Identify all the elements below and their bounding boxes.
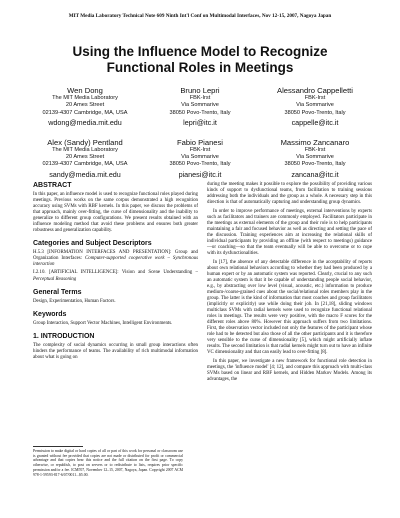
author-address: 20 Ames Street bbox=[65, 154, 105, 161]
author-city: 38050 Povo-Trento, Italy bbox=[284, 161, 346, 168]
author-affiliation: FBK-Irst bbox=[189, 146, 211, 153]
author-address: Via Sommarive bbox=[181, 154, 219, 161]
general-terms-heading: General Terms bbox=[33, 288, 82, 296]
author-city: 02139-4307 Cambridge, MA, USA bbox=[42, 161, 128, 168]
categories-heading: Categories and Subject Descriptors bbox=[33, 240, 152, 248]
introduction-heading: 1. INTRODUCTION bbox=[33, 332, 95, 340]
author-row-1 bbox=[30, 86, 370, 127]
author-address: Via Sommarive bbox=[296, 102, 334, 109]
category-detail: Computer-supported cooperative work – Synchronous interaction bbox=[33, 256, 198, 268]
author-entry bbox=[260, 138, 370, 179]
author-name: Bruno Lepri bbox=[180, 86, 220, 95]
right-column bbox=[207, 182, 372, 386]
author-name: Wen Dong bbox=[67, 86, 103, 95]
left-column bbox=[33, 182, 198, 363]
author-name: Massimo Zancanaro bbox=[280, 137, 350, 147]
category-code: I.2.10. bbox=[33, 270, 46, 276]
body-paragraph: during the meeting makes it possible to explore the possibility of providing various kinds of support to dysfunctional teams, from facilitation to training sessions addressing both the individuals and the group as a whole. A necessary step in this direction is that of automatically capturing and understanding group dynamics. bbox=[207, 182, 372, 206]
author-address: 20 Ames Street bbox=[65, 102, 105, 109]
abstract-heading: ABSTRACT bbox=[33, 182, 72, 189]
author-city: 38050 Povo-Trento, Italy bbox=[169, 161, 231, 168]
author-email: zancana@itc.it bbox=[291, 169, 339, 179]
author-email: lepri@itc.it bbox=[183, 117, 217, 127]
author-city: 38050 Povo-Trento, Italy bbox=[169, 109, 231, 116]
author-affiliation: FBK-Irst bbox=[304, 146, 326, 153]
author-entry bbox=[30, 138, 140, 179]
category-code: H.5.3 bbox=[33, 250, 44, 256]
author-affiliation: The MIT Media Laboratory bbox=[52, 146, 118, 153]
author-row-2 bbox=[30, 138, 370, 179]
category-text: [INFORMATION INTERFACES AND PRESENTATION]: Group and Organization Interfaces: bbox=[33, 250, 199, 262]
keywords-text: Group Interaction, Support Vector Machines, Intelligent Environments. bbox=[33, 320, 173, 326]
author-name: Fabio Pianesi bbox=[176, 137, 223, 147]
author-entry bbox=[260, 86, 370, 127]
author-affiliation: FBK-Irst bbox=[189, 95, 211, 101]
category-item bbox=[33, 270, 198, 282]
author-email: sandy@media.mit.edu bbox=[49, 169, 121, 179]
author-block bbox=[30, 86, 370, 190]
category-text: [ARTIFICIAL INTELLIGENCE]: Vision and Scene Understanding – bbox=[48, 270, 198, 276]
copyright-divider bbox=[33, 446, 83, 447]
author-name: Alessandro Cappelletti bbox=[277, 86, 353, 95]
paper-title: Using the Influence Model to Recognize Functional Roles in Meetings bbox=[72, 44, 328, 75]
introduction-text: The complexity of social dynamics occurring in small group interactions often hinders the performance of teams. The availability of rich multimodal information about what is going on bbox=[33, 342, 198, 360]
author-entry bbox=[30, 86, 140, 127]
author-city: 38050 Povo-Trento, Italy bbox=[284, 109, 346, 116]
category-item bbox=[33, 250, 198, 268]
author-name: Alex (Sandy) Pentland bbox=[47, 137, 123, 147]
author-email: pianesi@itc.it bbox=[178, 169, 222, 179]
author-email: wdong@media.mit.edu bbox=[48, 117, 122, 127]
author-address: Via Sommarive bbox=[181, 102, 219, 109]
author-email: cappelle@itc.it bbox=[291, 117, 339, 127]
author-affiliation: The MIT Media Laboratory bbox=[52, 95, 118, 101]
author-affiliation: FBK-Irst bbox=[304, 95, 326, 101]
category-detail: Perceptual Reasoning bbox=[33, 276, 77, 282]
author-city: 02139-4307 Cambridge, MA, USA bbox=[42, 109, 128, 116]
conference-header-note: MIT Media Laboratory Technical Note 609 Ninth Int'l Conf on Multimodal Interfaces, Nov 12-15, 2007, Nagoya Japan bbox=[68, 13, 332, 19]
body-paragraph: In order to improve performance of meetings, external interventions by experts such as facilitators and trainers are commonly employed. Facilitators participate in the meetings as external elements of the group and their role is to help participants maintaining a fair and focused behavior as well as directing and setting the pace of the discussion. Training experiences aim at increasing the relational skills of individual participants by providing an offline (with respect to meetings) guidance—or coaching—so that the team eventually will be able to overcome or to cope with its dysfunctionalities. bbox=[207, 208, 372, 257]
body-paragraph: In this paper, we investigate a new framework for functional role detection in meetings, the 'influence model' [4; 12], and compare this approach with multi-class SVMs based on linear and RBF kernels, and Hidden Markov Models. Among its advantages, the bbox=[207, 358, 372, 382]
author-address: Via Sommarive bbox=[296, 154, 334, 161]
keywords-heading: Keywords bbox=[33, 310, 67, 318]
general-terms-text: Design, Experimentation, Human Factors. bbox=[33, 298, 116, 304]
copyright-notice: Permission to make digital or hard copies of all or part of this work for personal or classroom use is granted without fee provided that copies are not made or distributed for profit or commercial advantage and that copies bear this notice and the full citation on the first page. To copy otherwise, or republish, to post on servers or to redistribute to lists, requires prior specific permission and/or a fee. ICMI'07, November 12–15, 2007, Nagoya, Japan. Copyright 2007 ACM 978-1-59593-817-6/07/0011...$5.00. bbox=[33, 449, 183, 477]
author-entry bbox=[145, 86, 255, 127]
author-entry bbox=[145, 138, 255, 179]
abstract-text: In this paper, an influence model is used to recognize functional roles played during meetings. Previous works on the same corpus demonstrated a high recognition accuracy using SVMs with RBF kernels. In this paper, we discuss the problems of that approach, mainly over-fitting, the curse of dimensionality and the inability to generalize to different group configurations. We present results obtained with an influence modeling method that avoid these problems and ensures both greater robustness and generalization capability. bbox=[33, 192, 198, 234]
body-paragraph: In [17], the absence of any detectable difference in the acceptability of reports about own relational behaviors according to whether they had been produced by a human expert or by an automatic system was reported. Clearly, crucial to any such an automatic system is that it be capable of understanding people social behavior, e.g., by abstracting over low level (visual, acoustic, etc.) information to produce medium-/coarse-grained cues about the social/relational roles members play in the group. The latter is the kind of information that most coaches and group facilitators (implicitly or explicitly) use while doing their job. In [21,18], sliding windows multiclass SVMs with radial kernels were used to recognize functional relational roles in meetings. The results were very positive, with the macro F scores for the different roles above 80%. However this approach suffers from two limitations. First, the observation vector included not only the features of the participant whose role had to be detected but also those of all the other participants and it is therefore very sensible to the curse of dimensionality [5], which might artificially inflate results. The second limitation is that radial kernels might turn out to have an infinite VC dimensionality and that can easily lead to over-fitting [8]. bbox=[207, 259, 372, 356]
